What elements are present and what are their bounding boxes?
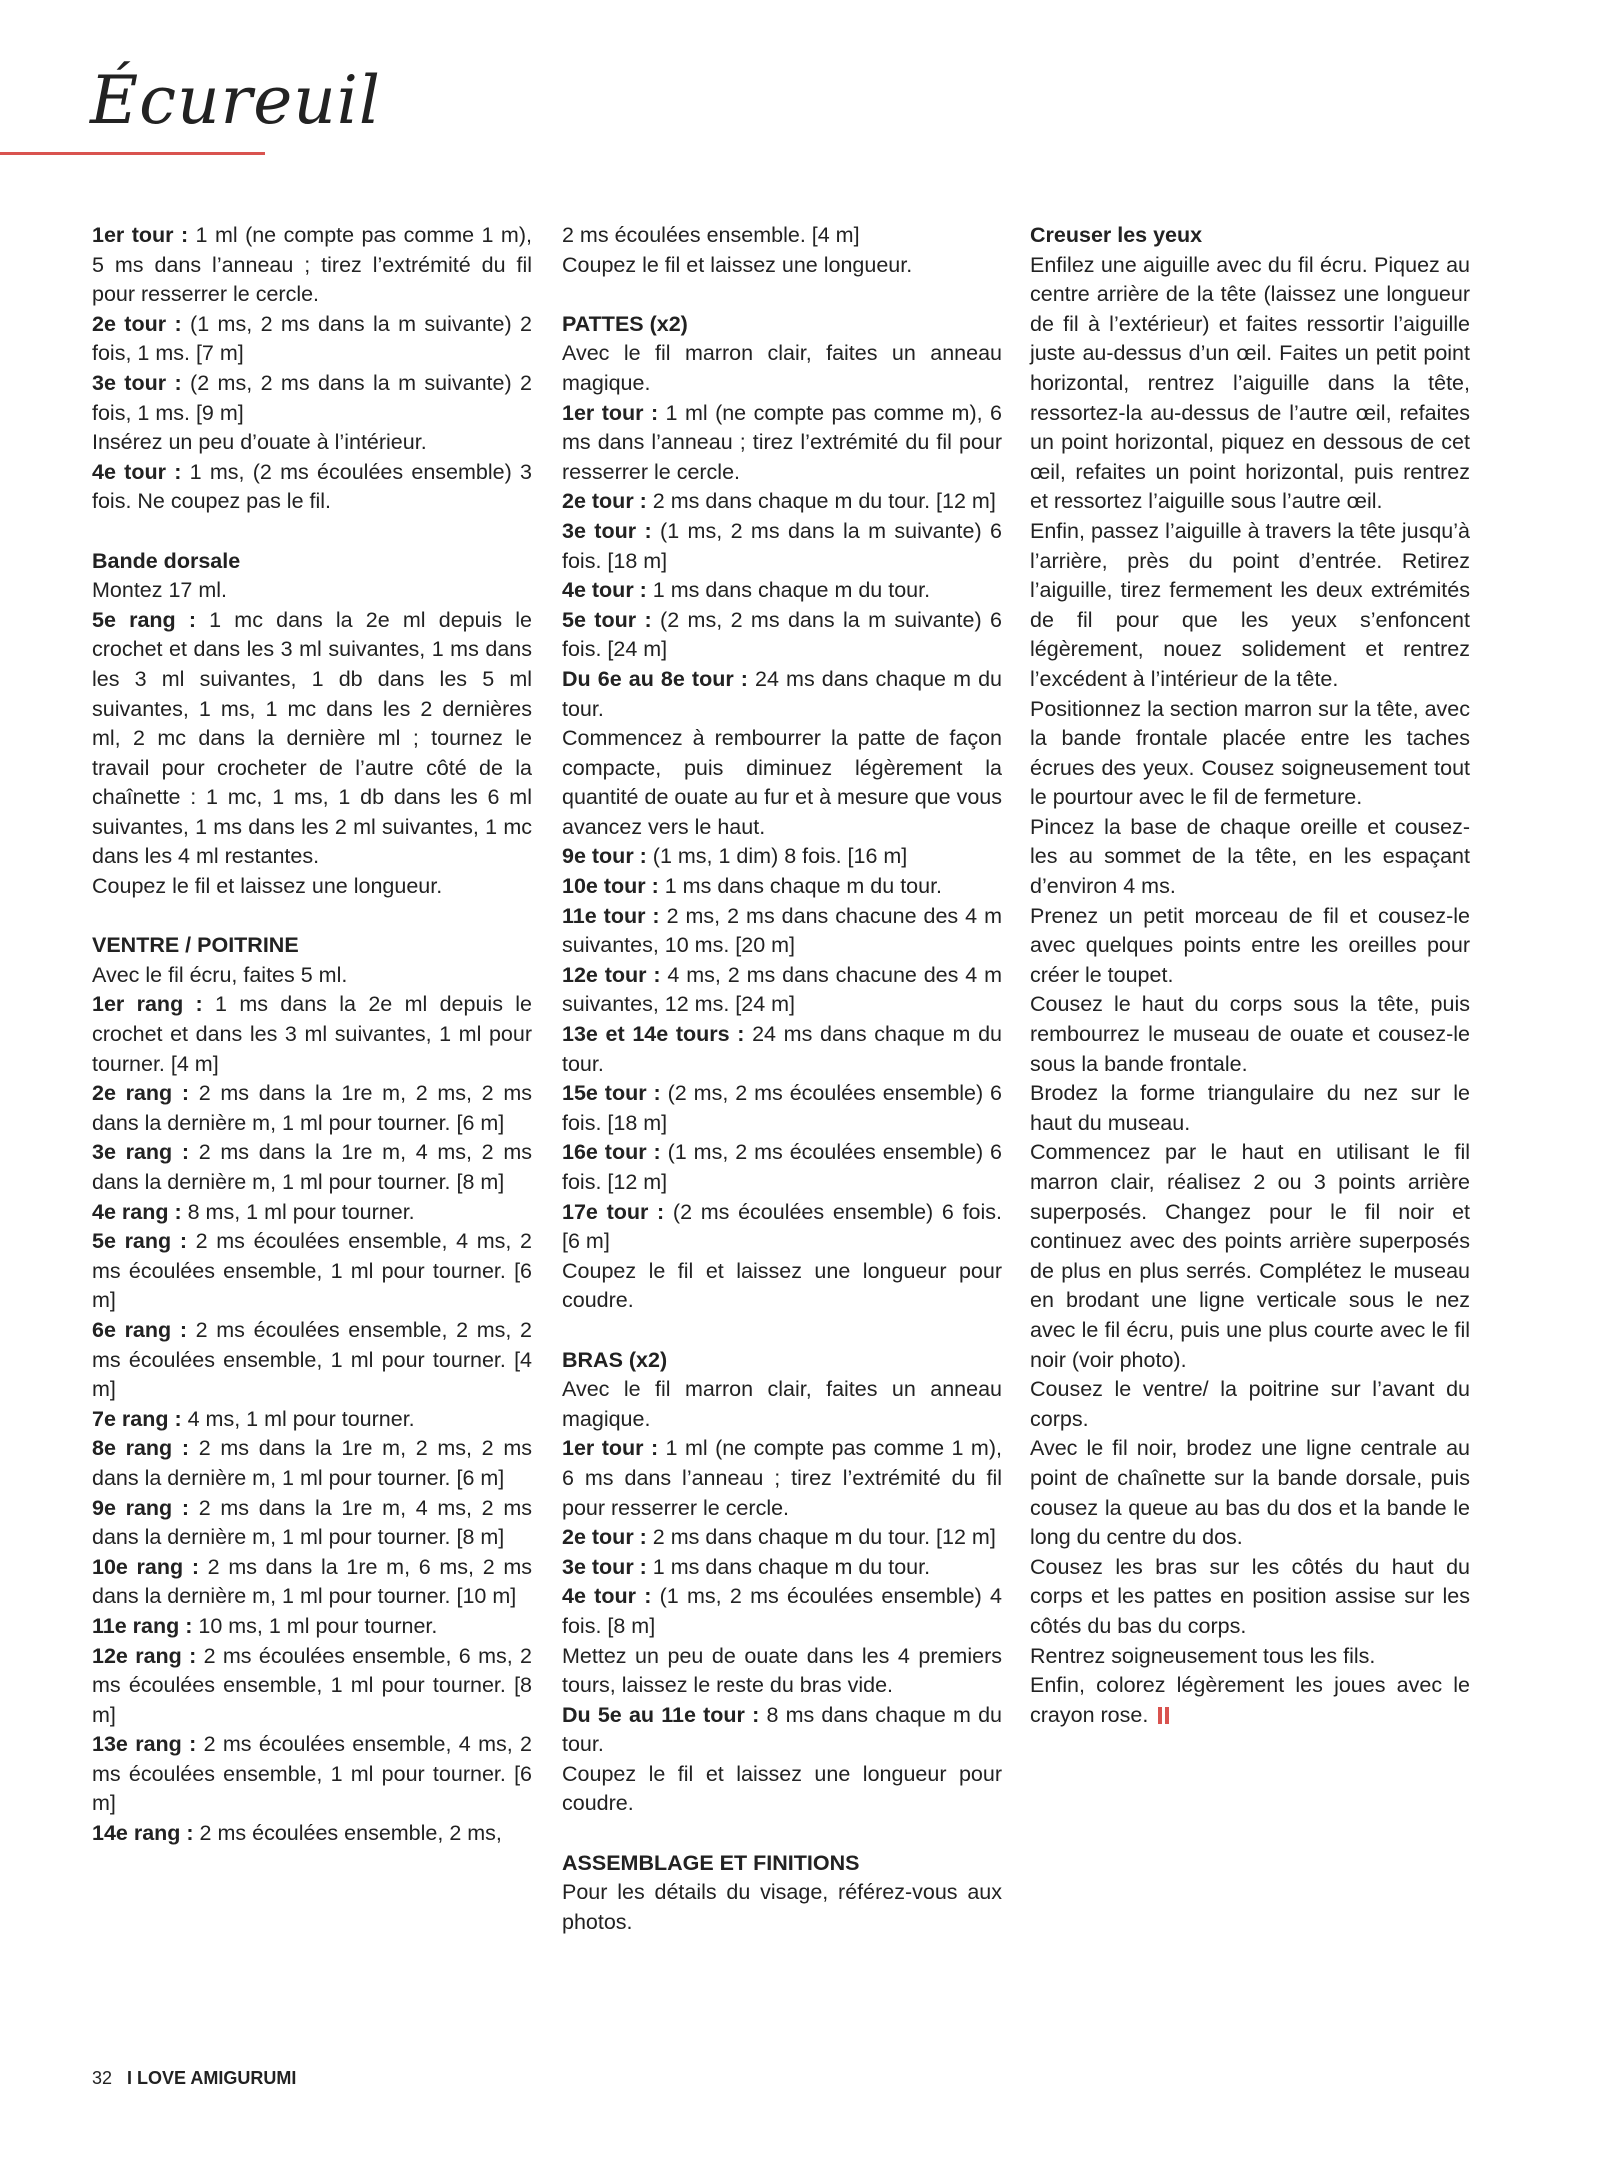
instruction-paragraph bbox=[92, 1434, 532, 1493]
step-label: 2e tour : bbox=[562, 489, 647, 514]
step-text: 1 ms dans chaque m du tour. bbox=[646, 1554, 931, 1579]
instruction-paragraph bbox=[562, 1434, 1002, 1523]
instruction-paragraph bbox=[1030, 813, 1470, 902]
step-label: 1er rang : bbox=[92, 992, 203, 1017]
instruction-paragraph bbox=[562, 576, 1002, 606]
step-label: 3e rang : bbox=[92, 1140, 190, 1165]
step-text: 2 ms écoulées ensemble, 2 ms, 2 ms écoulées ensemble, 1 ml pour tourner. [4 m] bbox=[92, 1317, 532, 1402]
step-label: 4e rang : bbox=[92, 1199, 182, 1224]
instruction-paragraph bbox=[92, 1730, 532, 1819]
step-text: 1 mc dans la 2e ml depuis le crochet et dans les 3 ml suivantes, 1 ms dans les 3 ml suivantes, 1 db dans les 5 ml suivantes, 1 ms, 1 mc dans les 2 dernières ml, 2 mc dans la dernière ml ; tournez le travail pour crocheter de l’autre côté de la chaînette : 1 mc, 1 ms, 1 db dans les 6 ml suivantes, 1 ms dans les 2 ml suivantes, 1 mc dans les 4 ml restantes. bbox=[92, 607, 532, 869]
end-mark-icon bbox=[1158, 1707, 1162, 1724]
step-text: Cousez le ventre/ la poitrine sur l’avant du corps. bbox=[1030, 1377, 1470, 1431]
step-label: 1er tour : bbox=[562, 1436, 659, 1461]
step-text: 1 ms dans la 2e ml depuis le crochet et dans les 3 ml suivantes, 1 ml pour tourner. [4 m] bbox=[92, 992, 533, 1076]
step-text: 24 ms dans chaque m du tour. bbox=[562, 1022, 1002, 1076]
step-text: Insérez un peu d’ouate à l’intérieur. bbox=[92, 430, 427, 455]
instruction-paragraph bbox=[1030, 1138, 1470, 1375]
section-heading: Bande dorsale bbox=[92, 548, 241, 573]
instruction-paragraph bbox=[562, 1582, 1002, 1641]
step-text: Cousez le haut du corps sous la tête, puis rembourrez le museau de ouate et cousez-le sous la bande frontale. bbox=[1030, 992, 1470, 1076]
step-text: Commencez à rembourrer la patte de façon compacte, puis diminuez légèrement la quantité de ouate au fur et à mesure que vous avancez vers le haut. bbox=[562, 726, 1002, 839]
step-text: (1 ms, 2 ms écoulées ensemble) 4 fois. [8 m] bbox=[562, 1584, 1002, 1638]
step-label: Du 6e au 8e tour : bbox=[562, 666, 748, 691]
instruction-paragraph bbox=[92, 369, 532, 428]
instruction-paragraph bbox=[562, 399, 1002, 488]
step-text: 2 ms, 2 ms dans chacune des 4 m suivantes, 10 ms. [20 m] bbox=[562, 903, 1002, 958]
instruction-paragraph bbox=[92, 458, 532, 517]
step-text: Avec le fil marron clair, faites un anneau magique. bbox=[562, 1377, 1002, 1431]
instruction-paragraph bbox=[562, 1701, 1002, 1760]
title-underline bbox=[0, 152, 265, 155]
step-text: 2 ms écoulées ensemble. [4 m] bbox=[562, 223, 860, 247]
step-label: 6e rang : bbox=[92, 1317, 187, 1342]
section-heading: PATTES (x2) bbox=[562, 311, 688, 336]
instruction-paragraph bbox=[562, 1642, 1002, 1701]
step-label: 2e tour : bbox=[562, 1525, 647, 1550]
step-label: 2e tour : bbox=[92, 311, 182, 336]
section-heading: VENTRE / POITRINE bbox=[92, 933, 299, 958]
step-text: Cousez les bras sur les côtés du haut du corps et les pattes en position assise sur les côtés du bas du corps. bbox=[1030, 1554, 1470, 1638]
instruction-paragraph bbox=[562, 221, 1002, 251]
step-label: 9e tour : bbox=[562, 844, 647, 869]
section-heading: BRAS (x2) bbox=[562, 1347, 668, 1372]
step-text: (1 ms, 2 ms dans la m suivante) 6 fois. [18 m] bbox=[562, 518, 1002, 573]
step-label: 12e rang : bbox=[92, 1643, 197, 1668]
step-label: 4e tour : bbox=[92, 459, 182, 484]
step-text: 10 ms, 1 ml pour tourner. bbox=[192, 1613, 438, 1638]
instruction-paragraph bbox=[1030, 902, 1470, 991]
step-label: 15e tour : bbox=[562, 1081, 661, 1106]
instruction-paragraph bbox=[562, 724, 1002, 842]
instruction-paragraph bbox=[1030, 1079, 1470, 1138]
instruction-paragraph bbox=[92, 576, 532, 606]
instruction-paragraph bbox=[1030, 990, 1470, 1079]
instruction-paragraph bbox=[92, 428, 532, 458]
column-1 bbox=[92, 221, 532, 1849]
step-label: Du 5e au 11e tour : bbox=[562, 1702, 760, 1727]
instruction-paragraph bbox=[562, 487, 1002, 517]
page-title: Écureuil bbox=[90, 62, 381, 139]
step-label: 4e tour : bbox=[562, 1584, 652, 1609]
step-text: Pincez la base de chaque oreille et cousez-les au sommet de la tête, en les espaçant d’environ 4 ms. bbox=[1030, 814, 1470, 899]
instruction-paragraph bbox=[562, 1198, 1002, 1257]
step-text: Avec le fil marron clair, faites un anneau magique. bbox=[562, 341, 1002, 395]
step-text: (1 ms, 2 ms écoulées ensemble) 6 fois. [12 m] bbox=[562, 1140, 1002, 1194]
step-text: 2 ms dans chaque m du tour. [12 m] bbox=[646, 489, 996, 514]
instruction-paragraph bbox=[92, 1227, 532, 1316]
step-text: Coupez le fil et laissez une longueur pour coudre. bbox=[562, 1761, 1002, 1816]
step-label: 13e rang : bbox=[92, 1732, 197, 1757]
step-label: 1er tour : bbox=[562, 400, 659, 425]
step-text: 8 ms, 1 ml pour tourner. bbox=[181, 1199, 415, 1224]
step-text: 2 ms dans la 1re m, 4 ms, 2 ms dans la dernière m, 1 ml pour tourner. [8 m] bbox=[92, 1140, 532, 1194]
step-text: 2 ms dans chaque m du tour. [12 m] bbox=[646, 1525, 996, 1550]
section-heading: Creuser les yeux bbox=[1030, 223, 1203, 247]
step-text: 4 ms, 2 ms dans chacune des 4 m suivantes, 12 ms. [24 m] bbox=[562, 962, 1002, 1017]
instruction-paragraph bbox=[1030, 1671, 1470, 1730]
step-label: 1er tour : bbox=[92, 223, 189, 247]
step-label: 2e rang : bbox=[92, 1081, 190, 1106]
step-text: 1 ml (ne compte pas comme 1 m), 5 ms dans l’anneau ; tirez l’extrémité du fil pour resserrer le cercle. bbox=[92, 223, 532, 307]
instruction-paragraph bbox=[562, 1553, 1002, 1583]
step-label: 5e rang : bbox=[92, 1229, 187, 1254]
instruction-paragraph bbox=[562, 961, 1002, 1020]
step-text: Enfin, passez l’aiguille à travers la tête jusqu’à l’arrière, près du point d’entrée. Retirez l’aiguille, tirez fermement les deux extrémités de fil pour que les yeux s’enfoncent légèrement, nouez solidement et rentrez l’excédent à l’intérieur de la tête. bbox=[1030, 518, 1470, 691]
step-text: Coupez le fil et laissez une longueur. bbox=[92, 874, 443, 899]
step-label: 5e rang : bbox=[92, 607, 196, 632]
step-label: 3e tour : bbox=[562, 1554, 647, 1579]
instruction-paragraph bbox=[92, 1494, 532, 1553]
page-footer bbox=[92, 2068, 296, 2089]
instruction-paragraph bbox=[92, 1642, 532, 1731]
instruction-paragraph bbox=[562, 1138, 1002, 1197]
instruction-paragraph bbox=[92, 606, 532, 872]
step-text: Enfilez une aiguille avec du fil écru. Piquez au centre arrière de la tête (laissez une longueur de fil à l’extérieur) et faites ressortir l’aiguille juste au-dessus d’un œil. Faites un petit point horizontal, rentrez l’aiguille dans la tête, ressortez-la au-dessus de l’autre œil, refaites un point horizontal, piquez en dessous de cet œil, refaites un point horizontal, puis rentrez et ressortez l’aiguille sous l’autre œil. bbox=[1030, 252, 1470, 514]
step-text: 2 ms dans la 1re m, 6 ms, 2 ms dans la dernière m, 1 ml pour tourner. [10 m] bbox=[92, 1554, 532, 1609]
instruction-paragraph bbox=[1030, 1434, 1470, 1552]
step-text: Enfin, colorez légèrement les joues avec le crayon rose. bbox=[1030, 1673, 1470, 1727]
instruction-paragraph bbox=[562, 665, 1002, 724]
instruction-paragraph bbox=[92, 1198, 532, 1228]
step-text: 1 ms, (2 ms écoulées ensemble) 3 fois. Ne coupez pas le fil. bbox=[92, 459, 532, 514]
step-text: 1 ms dans chaque m du tour. bbox=[658, 874, 943, 899]
step-text: Rentrez soigneusement tous les fils. bbox=[1030, 1643, 1376, 1668]
step-label: 3e tour : bbox=[562, 518, 652, 543]
instruction-paragraph bbox=[1030, 1642, 1470, 1672]
step-text: 2 ms écoulées ensemble, 4 ms, 2 ms écoulées ensemble, 1 ml pour tourner. [6 m] bbox=[92, 1229, 532, 1313]
step-label: 17e tour : bbox=[562, 1199, 665, 1224]
instruction-paragraph bbox=[562, 902, 1002, 961]
step-text: 2 ms écoulées ensemble, 4 ms, 2 ms écoulées ensemble, 1 ml pour tourner. [6 m] bbox=[92, 1732, 532, 1816]
instruction-paragraph bbox=[1030, 251, 1470, 517]
instruction-paragraph bbox=[562, 842, 1002, 872]
step-text: 2 ms écoulées ensemble, 6 ms, 2 ms écoulées ensemble, 1 ml pour tourner. [8 m] bbox=[92, 1643, 532, 1727]
step-text: 2 ms dans la 1re m, 2 ms, 2 ms dans la dernière m, 1 ml pour tourner. [6 m] bbox=[92, 1436, 532, 1490]
step-label: 5e tour : bbox=[562, 607, 652, 632]
step-text: Positionnez la section marron sur la tête, avec la bande frontale placée entre les taches écrues des yeux. Cousez soigneusement tout le pourtour avec le fil de fermeture. bbox=[1030, 696, 1470, 810]
step-text: Coupez le fil et laissez une longueur. bbox=[562, 252, 913, 277]
step-label: 16e tour : bbox=[562, 1140, 661, 1165]
instruction-paragraph bbox=[92, 1079, 532, 1138]
instruction-paragraph bbox=[92, 310, 532, 369]
instruction-paragraph bbox=[92, 990, 532, 1079]
instruction-paragraph bbox=[92, 1819, 532, 1849]
step-label: 12e tour : bbox=[562, 962, 661, 987]
step-label: 10e tour : bbox=[562, 874, 659, 899]
instruction-paragraph bbox=[92, 1612, 532, 1642]
instruction-paragraph bbox=[562, 251, 1002, 281]
instruction-paragraph bbox=[562, 1523, 1002, 1553]
step-text: 1 ms dans chaque m du tour. bbox=[646, 578, 931, 603]
step-text: Prenez un petit morceau de fil et cousez-le avec quelques points entre les oreilles pour créer le toupet. bbox=[1030, 903, 1470, 987]
instruction-paragraph bbox=[92, 1553, 532, 1612]
instruction-paragraph bbox=[92, 1405, 532, 1435]
section-heading: ASSEMBLAGE ET FINITIONS bbox=[562, 1850, 860, 1875]
step-text: Avec le fil noir, brodez une ligne centrale au point de chaînette sur la bande dorsale, puis cousez la queue au bas du dos et la bande le long du centre du dos. bbox=[1030, 1436, 1470, 1550]
step-text: (2 ms, 2 ms dans la m suivante) 6 fois. [24 m] bbox=[562, 607, 1002, 662]
instruction-paragraph bbox=[562, 1878, 1002, 1937]
step-label: 14e rang : bbox=[92, 1821, 194, 1846]
instruction-paragraph bbox=[92, 221, 532, 310]
step-text: Brodez la forme triangulaire du nez sur le haut du museau. bbox=[1030, 1081, 1470, 1135]
step-text: Coupez le fil et laissez une longueur pour coudre. bbox=[562, 1258, 1002, 1313]
step-text: Avec le fil écru, faites 5 ml. bbox=[92, 962, 348, 987]
instruction-paragraph bbox=[562, 1257, 1002, 1316]
step-label: 8e rang : bbox=[92, 1436, 190, 1461]
step-text: (2 ms, 2 ms dans la m suivante) 2 fois, 1 ms. [9 m] bbox=[92, 370, 532, 425]
step-label: 11e tour : bbox=[562, 903, 660, 928]
step-text: 2 ms dans la 1re m, 2 ms, 2 ms dans la dernière m, 1 ml pour tourner. [6 m] bbox=[92, 1081, 532, 1135]
instruction-paragraph bbox=[92, 872, 532, 902]
step-text: 2 ms dans la 1re m, 4 ms, 2 ms dans la dernière m, 1 ml pour tourner. [8 m] bbox=[92, 1495, 532, 1550]
step-label: 7e rang : bbox=[92, 1406, 182, 1431]
step-label: 3e tour : bbox=[92, 370, 182, 395]
step-label: 13e et 14e tours : bbox=[562, 1022, 745, 1047]
instruction-paragraph bbox=[1030, 517, 1470, 695]
instruction-paragraph bbox=[92, 1316, 532, 1405]
step-text: 1 ml (ne compte pas comme 1 m), 6 ms dans l’anneau ; tirez l’extrémité du fil pour resserrer le cercle. bbox=[562, 1436, 1002, 1520]
instruction-paragraph bbox=[1030, 1553, 1470, 1642]
step-label: 11e rang : bbox=[92, 1613, 193, 1638]
instruction-paragraph bbox=[562, 872, 1002, 902]
instruction-paragraph bbox=[562, 606, 1002, 665]
page-number: 32 bbox=[92, 2068, 113, 2088]
instruction-paragraph bbox=[562, 1020, 1002, 1079]
step-text: (1 ms, 1 dim) 8 fois. [16 m] bbox=[646, 844, 908, 869]
step-text: 1 ml (ne compte pas comme m), 6 ms dans l’anneau ; tirez l’extrémité du fil pour resserrer le cercle. bbox=[562, 400, 1002, 484]
step-text: (2 ms, 2 ms écoulées ensemble) 6 fois. [18 m] bbox=[562, 1081, 1002, 1135]
step-text: (2 ms écoulées ensemble) 6 fois. [6 m] bbox=[562, 1199, 1002, 1254]
instruction-paragraph bbox=[92, 1138, 532, 1197]
step-text: Montez 17 ml. bbox=[92, 578, 228, 603]
step-text: 24 ms dans chaque m du tour. bbox=[562, 666, 1002, 721]
instruction-paragraph bbox=[562, 1760, 1002, 1819]
step-text: Pour les détails du visage, référez-vous aux photos. bbox=[562, 1880, 1002, 1934]
instruction-paragraph bbox=[562, 1375, 1002, 1434]
step-text: 2 ms écoulées ensemble, 2 ms, bbox=[193, 1821, 502, 1846]
instruction-paragraph bbox=[562, 1079, 1002, 1138]
step-text: 4 ms, 1 ml pour tourner. bbox=[181, 1406, 415, 1431]
step-label: 10e rang : bbox=[92, 1554, 199, 1579]
step-text: 8 ms dans chaque m du tour. bbox=[562, 1702, 1002, 1757]
instruction-paragraph bbox=[1030, 1375, 1470, 1434]
instruction-paragraph bbox=[92, 961, 532, 991]
magazine-name: I LOVE AMIGURUMI bbox=[127, 2068, 297, 2088]
instruction-paragraph bbox=[562, 339, 1002, 398]
instruction-paragraph bbox=[562, 517, 1002, 576]
column-2 bbox=[562, 221, 1002, 1937]
instruction-paragraph bbox=[1030, 695, 1470, 813]
step-label: 4e tour : bbox=[562, 578, 647, 603]
step-label: 9e rang : bbox=[92, 1495, 190, 1520]
column-3 bbox=[1030, 221, 1470, 1730]
step-text: (1 ms, 2 ms dans la m suivante) 2 fois, 1 ms. [7 m] bbox=[92, 311, 532, 366]
step-text: Commencez par le haut en utilisant le fil marron clair, réalisez 2 ou 3 points arrière superposés. Changez pour le fil noir et continuez avec des points arrière superposés de plus en plus serrés. Complétez le museau en brodant une ligne verticale sous le nez avec le fil écru, puis une plus courte avec le fil noir (voir photo). bbox=[1030, 1140, 1470, 1372]
step-text: Mettez un peu de ouate dans les 4 premiers tours, laissez le reste du bras vide. bbox=[562, 1643, 1002, 1698]
